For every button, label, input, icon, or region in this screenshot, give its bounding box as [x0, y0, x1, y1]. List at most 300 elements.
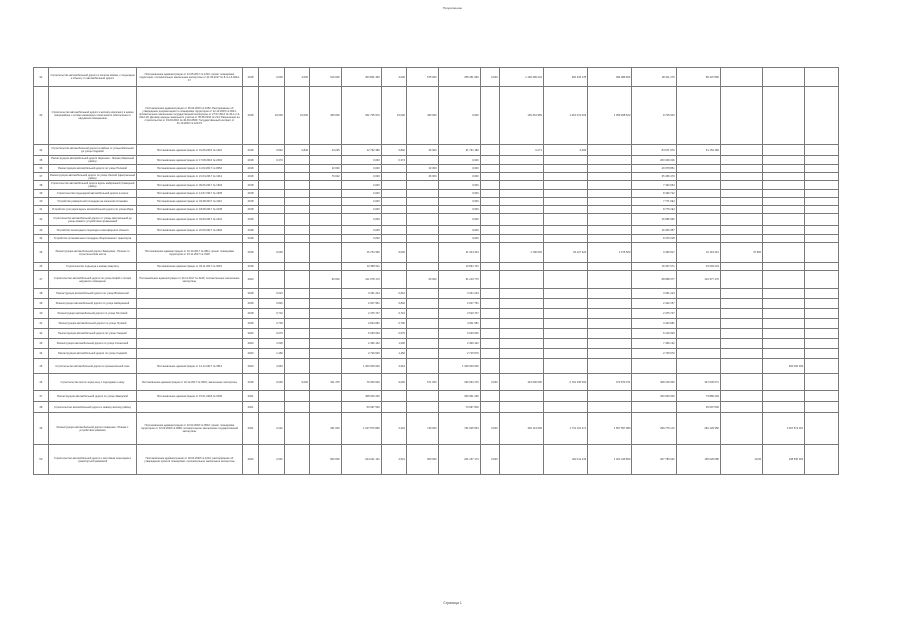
table-cell-j [543, 402, 587, 413]
table-cell-d: 0,000 [341, 156, 381, 165]
table-cell-o [763, 374, 805, 391]
table-cell-y: 2018 [242, 289, 259, 299]
table-cell-f: 60 000 [406, 271, 438, 289]
table-cell-l: 16 300 357 [632, 226, 676, 235]
table-cell-m: 101 377 170 [676, 271, 720, 289]
table-cell-n [720, 309, 762, 319]
table-cell-o [763, 87, 805, 145]
table-cell-h [480, 329, 499, 339]
table-row [34, 198, 839, 206]
table-cell-l: 16 307 071 [632, 263, 676, 271]
table-cell-num: 35 [34, 156, 49, 165]
table-cell-k [588, 235, 632, 243]
table-cell-e: 0,700 [381, 319, 406, 329]
table-cell-j [543, 206, 587, 214]
table-cell-j [543, 198, 587, 206]
table-row [34, 263, 839, 271]
table-cell-g: 0,000 [438, 206, 480, 214]
table-cell-e [381, 190, 406, 198]
table-cell-k [588, 181, 632, 190]
table-cell-l: 9 496 817 [632, 243, 676, 263]
table-cell-e [381, 165, 406, 173]
table-cell-g: 0,000 [438, 190, 480, 198]
table-cell-num: 41 [34, 319, 49, 329]
table-cell-c [310, 214, 342, 226]
table-cell-a: 9,000 [259, 243, 284, 263]
table-cell-k [588, 391, 632, 402]
table-cell-o [763, 289, 805, 299]
table-cell-l: 68 898 377 [632, 271, 676, 289]
table-cell-c [310, 329, 342, 339]
table-cell-m [676, 173, 720, 181]
table-cell-b [284, 319, 309, 329]
table-cell-docs [137, 329, 242, 339]
table-cell-docs [137, 299, 242, 309]
table-cell-docs: Постановление администрации от 18.04.2018 № 1010; распоряжение об утверждении проекта планировки; положительное заключение экспертизы [137, 445, 242, 475]
table-cell-name: Устройство остановочных площадок общественного транспорта [48, 235, 137, 243]
table-cell-n [720, 413, 762, 445]
table-cell-c [310, 319, 342, 329]
table-cell-i [499, 156, 543, 165]
table-cell-e: 0,840 [381, 299, 406, 309]
table-cell-extra [805, 165, 839, 173]
table-cell-i [499, 214, 543, 226]
table-cell-o [763, 402, 805, 413]
table-row [34, 359, 839, 374]
table-cell-name: Реконструкция автомобильной дороги по улице Вокзальной [48, 289, 137, 299]
table-cell-j: 1 061 072 003 [543, 87, 587, 145]
table-cell-k: 1 675 500 [588, 243, 632, 263]
table-cell-o [763, 299, 805, 309]
table-cell-k [588, 173, 632, 181]
table-cell-name: Реконструкция автомобильной дороги Заречная - Лесная (Заречный район) [48, 156, 137, 165]
table-cell-g: 61 219 776 [438, 271, 480, 289]
table-cell-n [720, 359, 762, 374]
table-cell-d: 2 476 747 [341, 309, 381, 319]
table-cell-j [543, 359, 587, 374]
table-cell-d: 244 021 131 [341, 445, 381, 475]
table-cell-extra [805, 226, 839, 235]
table-cell-f [406, 235, 438, 243]
table-cell-e [381, 235, 406, 243]
table-cell-y: 2018 [242, 156, 259, 165]
table-cell-y: 2018 [242, 226, 259, 235]
table-cell-o [763, 235, 805, 243]
table-cell-y: 2021 [242, 413, 259, 445]
table-cell-d: 121 678 170 [341, 271, 381, 289]
table-row [34, 271, 839, 289]
table-cell-j [543, 190, 587, 198]
table-cell-g: 201 157 173 [438, 445, 480, 475]
table-cell-f: 23 000 [406, 165, 438, 173]
table-cell-num: 47 [34, 391, 49, 402]
table-cell-c [310, 299, 342, 309]
table-cell-i: 281 113 605 [499, 413, 543, 445]
table-cell-y: 2020 [242, 359, 259, 374]
table-cell-f: 46 000 [406, 145, 438, 156]
table-cell-y: 2020 [242, 445, 259, 475]
table-cell-docs: Постановление администрации от 02.08.2017 № 2110 [137, 198, 242, 206]
table-cell-n [720, 271, 762, 289]
table-cell-l: 7 466 132 [632, 339, 676, 349]
table-cell-extra [805, 235, 839, 243]
table-cell-h [480, 319, 499, 329]
table-cell-b [284, 206, 309, 214]
table-cell-c [310, 226, 342, 235]
table-cell-num: 37 [34, 173, 49, 181]
table-cell-d: 0,000 [341, 173, 381, 181]
table-cell-e: 2,601 [381, 445, 406, 475]
table-cell-e: 0,840 [381, 145, 406, 156]
table-cell-g: 2 811 581 [438, 319, 480, 329]
table-cell-h: 0,000 [480, 374, 499, 391]
table-cell-m: 86 437 890 [676, 68, 720, 87]
table-cell-e [381, 391, 406, 402]
table-cell-e [381, 198, 406, 206]
table-cell-d: 0,000 [341, 226, 381, 235]
table-cell-b [284, 190, 309, 198]
table-cell-m: 16 119 410 [676, 243, 720, 263]
table-cell-n [720, 235, 762, 243]
table-cell-d: 2 824 681 [341, 319, 381, 329]
table-cell-extra [805, 173, 839, 181]
table-cell-g: 31 344 404 [438, 243, 480, 263]
table-cell-h [480, 299, 499, 309]
table-cell-name: Строительство автомобильной дороги вдоль набережной (Северный район) [48, 181, 137, 190]
table-cell-y: 2018 [242, 214, 259, 226]
table-cell-d: 0,000 [341, 206, 381, 214]
table-cell-num: 42 [34, 214, 49, 226]
table-cell-e: 1,000 [381, 339, 406, 349]
table-cell-j [543, 319, 587, 329]
table-cell-y: 2020 [242, 339, 259, 349]
table-cell-j [543, 339, 587, 349]
table-cell-name: Реконструкция автомобильной дороги по улице Почтовой [48, 309, 137, 319]
table-row [34, 206, 839, 214]
table-cell-l: 7 771 694 [632, 198, 676, 206]
table-body [34, 68, 839, 475]
table-cell-n [720, 165, 762, 173]
table-cell-n [720, 263, 762, 271]
table-cell-c [310, 402, 342, 413]
table-cell-h [480, 289, 499, 299]
table-cell-k [588, 339, 632, 349]
table-cell-c [310, 263, 342, 271]
table-cell-name: Устройство пешеходного перехода и светофорного объекта [48, 226, 137, 235]
table-cell-name: Строительство автомобильной дороги в районе от улицы Школьной до улицы Садовой [48, 145, 137, 156]
table-cell-o [763, 226, 805, 235]
table-cell-f [406, 263, 438, 271]
table-cell-f [406, 329, 438, 339]
table-cell-docs: Постановление администрации от 10.10.2017 № 2811; проект планировки территории от 15.11.2017 № 3120 [137, 243, 242, 263]
table-cell-a: 0,710 [259, 309, 284, 319]
table-cell-g: 0,000 [438, 235, 480, 243]
table-cell-f [406, 181, 438, 190]
table-cell-o [763, 329, 805, 339]
table-cell-g: 6 020 000 [438, 329, 480, 339]
table-cell-g: 0,000 [438, 173, 480, 181]
table-cell-l: 8 776 194 [632, 206, 676, 214]
table-cell-name: Реконструкция автомобильной дороги по улице Набережной [48, 299, 137, 309]
table-cell-j: 2 791 105 000 [543, 374, 587, 391]
table-cell-k [588, 156, 632, 165]
table-cell-b [284, 165, 309, 173]
table-cell-c [310, 156, 342, 165]
table-cell-extra [805, 68, 839, 87]
table-cell-m [676, 309, 720, 319]
table-cell-docs: Постановление администрации от 22.02.2018 № 0510; проект планировки территории от 10.03.2018 № 0690; положительное заключение государственной экспертизы [137, 413, 242, 445]
table-cell-n [720, 68, 762, 87]
table-row [34, 374, 839, 391]
table-cell-a [259, 214, 284, 226]
table-cell-o [763, 214, 805, 226]
table-cell-k [588, 402, 632, 413]
table-cell-m [676, 299, 720, 309]
table-cell-d: 321 705 970 [341, 87, 381, 145]
table-cell-n [720, 87, 762, 145]
table-cell-h [480, 165, 499, 173]
table-cell-num: 48 [34, 289, 49, 299]
table-cell-y: 2020 [242, 349, 259, 359]
table-cell-m [676, 349, 720, 359]
table-cell-num: 41 [34, 206, 49, 214]
table-cell-d: 303 801 490 [341, 68, 381, 87]
table-cell-num: 48 [34, 402, 49, 413]
table-cell-docs [137, 309, 242, 319]
table-cell-l: 2 442 157 [632, 299, 676, 309]
table-cell-b [284, 359, 309, 374]
table-cell-e [381, 226, 406, 235]
table-cell-y: 2018 [242, 190, 259, 198]
table-cell-name: Реконструкция автомобильной дороги по улице Садовой [48, 349, 137, 359]
table-cell-name: Реконструкция автомобильной дороги Северная - Южная с устройством развязки [48, 413, 137, 445]
table-cell-h [480, 402, 499, 413]
table-cell-extra [805, 156, 839, 165]
table-cell-h [480, 214, 499, 226]
table-cell-h [480, 391, 499, 402]
table-row [34, 413, 839, 445]
table-cell-e: 4,964 [381, 359, 406, 374]
table-cell-l: 40 078 851 [632, 165, 676, 173]
table-cell-l: 8 745 003 [632, 87, 676, 145]
table-cell-h [480, 190, 499, 198]
table-cell-extra [805, 206, 839, 214]
table-cell-j [543, 156, 587, 165]
table-cell-docs: Постановление администрации от 12.05.2017 № 1210; проект планировки территории; положительное заключение экспертизы от 21.03.2017 № 8-4-1-3-0044-17 [137, 68, 242, 87]
table-cell-i: 0,271 [499, 145, 543, 156]
table-row [34, 391, 839, 402]
table-cell-i [499, 271, 543, 289]
table-cell-l: 6 120 000 [632, 329, 676, 339]
table-cell-i [499, 226, 543, 235]
table-cell-g: 1 300 000 000 [438, 359, 480, 374]
table-cell-a: 0,610 [259, 289, 284, 299]
table-cell-i [499, 309, 543, 319]
table-cell-b: 0,840 [284, 145, 309, 156]
table-cell-extra [805, 374, 839, 391]
table-cell-a [259, 263, 284, 271]
table-cell-g: 70 997 500 [438, 402, 480, 413]
table-cell-k [588, 206, 632, 214]
table-cell-k: 1 059 268 623 [588, 87, 632, 145]
table-cell-name: Строительство автомобильной дороги от улицы Центральной до улицы Новой с устройством примыканий [48, 214, 137, 226]
table-cell-e: 0,610 [381, 289, 406, 299]
data-table [33, 67, 839, 475]
table-cell-d: 0,000 [341, 190, 381, 198]
table-cell-j [543, 349, 587, 359]
table-cell-n [720, 173, 762, 181]
table-cell-h [480, 226, 499, 235]
table-cell-n [720, 374, 762, 391]
table-cell-h [480, 271, 499, 289]
table-cell-i [499, 263, 543, 271]
table-cell-g: 0,000 [438, 214, 480, 226]
table-cell-a [259, 402, 284, 413]
table-cell-e: 16,000 [381, 87, 406, 145]
table-cell-k [588, 214, 632, 226]
table-cell-extra [805, 299, 839, 309]
table-cell-docs [137, 349, 242, 359]
table-row [34, 68, 839, 87]
table-cell-d: 0,000 [341, 181, 381, 190]
table-cell-m [676, 226, 720, 235]
table-cell-a: 4,964 [259, 359, 284, 374]
table-cell-l: 3 331 244 [632, 289, 676, 299]
table-cell-b [284, 235, 309, 243]
table-cell-name: Реконструкция автомобильной дороги по улице Луговой [48, 319, 137, 329]
table-cell-y: 2018 [242, 181, 259, 190]
table-cell-c [310, 198, 342, 206]
table-cell-name: Строительство автомобильной дороги с мостовым переходом и транспортной развязкой [48, 445, 137, 475]
table-row [34, 289, 839, 299]
table-cell-y: 2018 [242, 235, 259, 243]
table-cell-d: 0,000 [341, 214, 381, 226]
table-cell-docs [137, 402, 242, 413]
table-cell-c: 911 475 [310, 374, 342, 391]
table-cell-name: Строительство автомобильной дороги по улице Новой с сетями наружного освещения [48, 271, 137, 289]
table-cell-b [284, 391, 309, 402]
table-cell-docs: Постановление администрации от 14.07.2017 № 1935 [137, 190, 242, 198]
table-cell-n: 76 660 [720, 243, 762, 263]
table-cell-k [588, 319, 632, 329]
table-cell-n: 19,06 [720, 445, 762, 475]
table-cell-n [720, 349, 762, 359]
table-cell-num: 42 [34, 329, 49, 339]
page-footer: Страница 1 [443, 601, 462, 605]
table-cell-d: 16 764 390 [341, 243, 381, 263]
table-cell-o: 400 000 000 [763, 359, 805, 374]
table-cell-h [480, 263, 499, 271]
table-cell-y: 2018 [242, 198, 259, 206]
table-cell-j [543, 289, 587, 299]
table-cell-n [720, 190, 762, 198]
table-cell-e [381, 402, 406, 413]
table-cell-g: 0,000 [438, 165, 480, 173]
table-cell-e: 0,374 [381, 156, 406, 165]
table-cell-f [406, 349, 438, 359]
table-cell-i [499, 299, 543, 309]
table-cell-o: 138 530 000 [763, 445, 805, 475]
table-cell-a: 9,000 [259, 374, 284, 391]
table-cell-extra [805, 271, 839, 289]
table-cell-i: 143 000 000 [499, 374, 543, 391]
table-cell-name: Реконструкция автомобильной дороги по улице Полевой [48, 165, 137, 173]
table-cell-c [310, 206, 342, 214]
table-cell-docs: Постановление администрации от 03.11.2017 № 3015 [137, 263, 242, 271]
table-cell-num: 46 [34, 263, 49, 271]
table-cell-extra [805, 349, 839, 359]
table-cell-extra [805, 445, 839, 475]
table-cell-j [543, 165, 587, 173]
table-row [34, 309, 839, 319]
table-cell-b [284, 214, 309, 226]
table-cell-num: 34 [34, 145, 49, 156]
table-cell-l: 308 100 000 [632, 374, 676, 391]
table-cell-f [406, 339, 438, 349]
table-cell-docs: Постановление администрации от 04.09.2017 № 2431 [137, 214, 242, 226]
table-cell-l: 200 326 016 [632, 156, 676, 165]
table-cell-m [676, 190, 720, 198]
table-cell-f [406, 190, 438, 198]
table-cell-i: 135 461 959 [499, 87, 543, 145]
table-cell-num: 44 [34, 349, 49, 359]
table-cell-l: 8 490 722 [632, 190, 676, 198]
table-cell-m: 61 154 180 [676, 145, 720, 156]
table-cell-d: 1 227 870 896 [341, 413, 381, 445]
table-cell-m [676, 156, 720, 165]
table-cell-g: 0,000 [438, 156, 480, 165]
table-cell-h [480, 243, 499, 263]
table-cell-num: 45 [34, 243, 49, 263]
table-cell-c: 44 225 [310, 145, 342, 156]
table-cell-l: 28 211 276 [632, 68, 676, 87]
table-cell-f: 46 000 [406, 173, 438, 181]
table-cell-a: 16,000 [259, 87, 284, 145]
table-cell-f [406, 289, 438, 299]
table-cell-h: 0,000 [480, 68, 499, 87]
table-cell-j: 0,000 [543, 145, 587, 156]
table-cell-d: 0,000 [341, 235, 381, 243]
table-cell-y: 2018 [242, 299, 259, 309]
table-cell-k [588, 299, 632, 309]
table-cell-name: Строительство автомобильной дороги к новому жилому району [48, 402, 137, 413]
table-cell-a [259, 271, 284, 289]
table-cell-c [310, 349, 342, 359]
table-cell-c [310, 309, 342, 319]
table-cell-n [720, 289, 762, 299]
table-cell-h [480, 206, 499, 214]
table-cell-name: Строительство подъезда к новому кварталу [48, 263, 137, 271]
table-cell-e: 2,222 [381, 413, 406, 445]
table-cell-k [588, 329, 632, 339]
table-cell-name: Устройство тротуаров вдоль автомобильной дороги по улице Мира [48, 206, 137, 214]
table-cell-l: 207 780 022 [632, 445, 676, 475]
table-cell-extra [805, 391, 839, 402]
table-cell-a [259, 165, 284, 173]
table-cell-g: 0,000 [438, 226, 480, 235]
table-cell-n [720, 198, 762, 206]
table-cell-f [406, 156, 438, 165]
table-row [34, 299, 839, 309]
table-cell-g: 761 605 554 [438, 413, 480, 445]
table-cell-m [676, 198, 720, 206]
table-cell-n [720, 206, 762, 214]
table-cell-f: 671 000 [406, 374, 438, 391]
table-cell-m [676, 339, 720, 349]
table-cell-h [480, 145, 499, 156]
table-cell-b [284, 329, 309, 339]
table-cell-c: 181 000 [310, 413, 342, 445]
